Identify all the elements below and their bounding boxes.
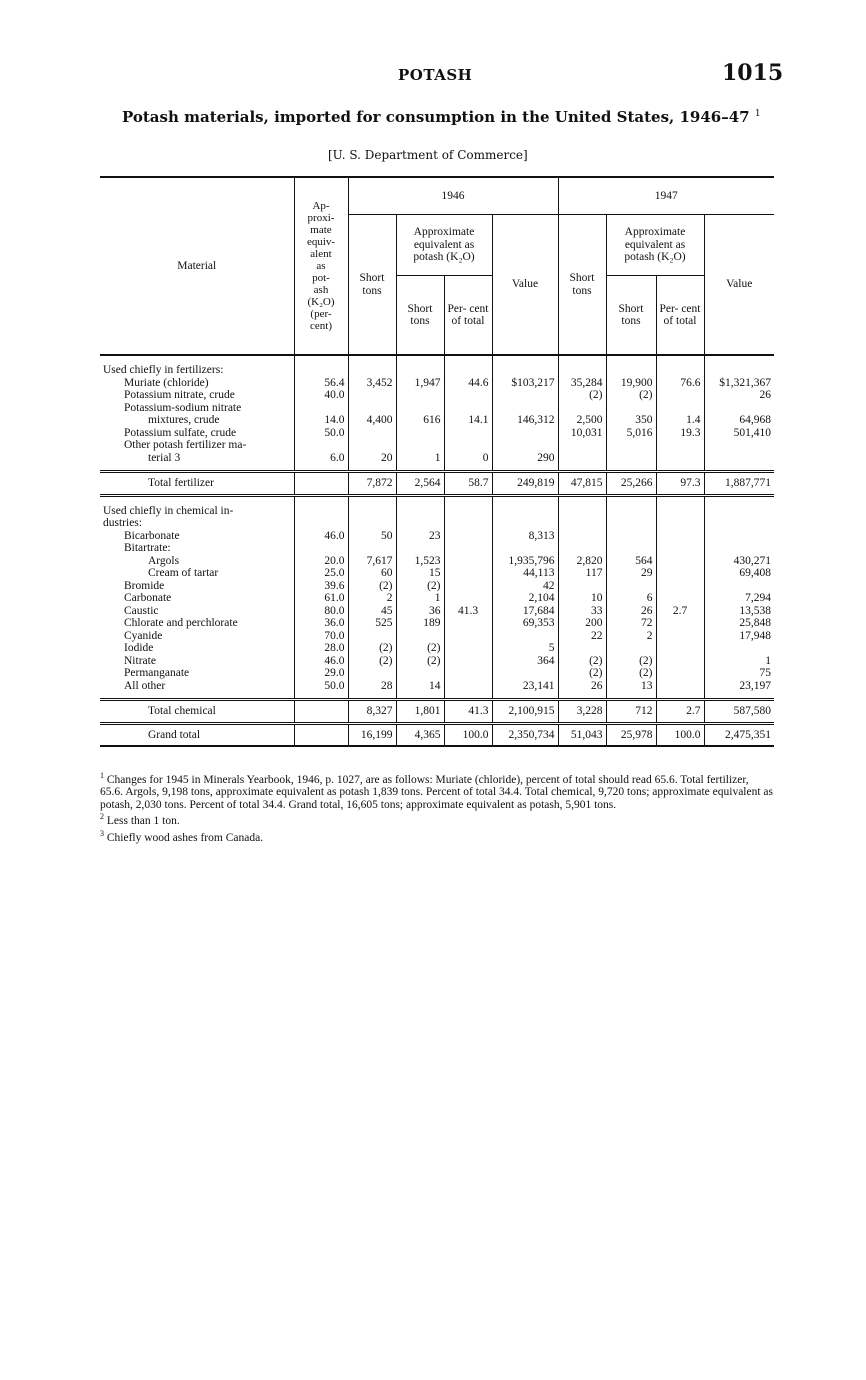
short-tons-1946-cell: 50: [348, 530, 396, 543]
short-tons-1947-cell: [558, 530, 606, 543]
k2o-tons-1946-cell: 189: [396, 617, 444, 630]
value-1947-cell: 23,197: [739, 679, 771, 692]
k2o-percent-cell: 46.0: [294, 530, 348, 543]
k2o-tons-1946-cell: 2,564: [396, 472, 444, 496]
col-approx-equiv-1946: Approximate equivalent as potash (K₂O): [396, 215, 492, 276]
value-1947-cell: [704, 402, 774, 415]
short-tons-1947-cell: (2): [558, 389, 606, 402]
k2o-tons-1947-cell: 564: [606, 555, 656, 568]
k2o-tons-1946-cell: [396, 389, 444, 402]
value-1947-cell: 75: [759, 667, 771, 679]
k2o-percent-cell: 25.0: [294, 567, 348, 580]
k2o-tons-1946-cell: (2): [396, 655, 444, 668]
short-tons-1947-cell: 33: [558, 605, 606, 618]
k2o-tons-1947-cell: 13: [606, 680, 656, 693]
k2o-tons-1946-cell: 1: [396, 592, 444, 605]
footnote-1: [100, 770, 774, 811]
k2o-percent-cell: 20.0: [294, 555, 348, 568]
k2o-tons-1946-cell: [396, 630, 444, 643]
col-value-1947: Value: [726, 278, 753, 291]
k2o-percent-cell: 50.0: [294, 427, 348, 440]
col-eq-short-tons-1947: Short tons: [606, 276, 656, 356]
row-label: Nitrate: [100, 655, 294, 668]
percent-1946-cell: [444, 427, 492, 440]
short-tons-1947-cell: 47,815: [558, 472, 606, 496]
value-1946-cell: [492, 427, 558, 440]
table-title: [122, 108, 761, 126]
row-label: Chlorate and perchlorate: [100, 617, 294, 630]
short-tons-1946-cell: 20: [348, 452, 396, 465]
footnote-mark: 3: [100, 828, 104, 838]
short-tons-1947-cell: 2,500: [558, 414, 606, 427]
percent-1946-cell: 58.7: [444, 472, 492, 496]
percent-1947-cell: [656, 402, 704, 415]
percent-1947-cell: 76.6: [656, 377, 704, 390]
row-label: mixtures, crude: [100, 414, 294, 427]
total-chemical-row: [100, 700, 774, 724]
k2o-tons-1947-cell: (2): [606, 655, 656, 668]
short-tons-1947-cell: (2): [558, 655, 606, 668]
k2o-tons-1947-cell: 5,016: [606, 427, 656, 440]
value-1947-cell: $1,321,367: [719, 376, 771, 389]
k2o-percent-cell: [294, 700, 348, 724]
empty-cell: [348, 542, 396, 555]
page-number: 1015: [722, 60, 784, 86]
percent-1946-cell: [444, 389, 492, 402]
value-1946-cell: [492, 667, 558, 680]
value-1946-cell: 1,935,796: [492, 555, 558, 568]
footnote-text: Chiefly wood ashes from Canada.: [106, 831, 264, 844]
row-label: Permanganate: [100, 667, 294, 680]
k2o-percent-cell: [294, 472, 348, 496]
value-1947-cell: [704, 580, 774, 593]
k2o-tons-1946-cell: [396, 427, 444, 440]
footnote-mark: 1: [100, 771, 104, 780]
k2o-percent-cell: 6.0: [294, 452, 348, 465]
percent-1947-merged-cell: 2.7: [656, 530, 704, 693]
short-tons-1947-cell: 51,043: [558, 723, 606, 746]
value-1946-cell: [492, 439, 558, 452]
k2o-tons-1946-cell: 14: [396, 680, 444, 693]
value-1946-cell: [492, 630, 558, 643]
short-tons-1946-cell: [348, 630, 396, 643]
table-source: [U. S. Department of Commerce]: [328, 148, 528, 162]
footnote-3: [100, 828, 774, 844]
empty-cell: [396, 542, 444, 555]
value-1946-cell: 8,313: [492, 530, 558, 543]
table-row: [100, 389, 774, 402]
k2o-tons-1947-cell: [606, 642, 656, 655]
percent-1946-cell: 100.0: [444, 723, 492, 746]
k2o-tons-1947-cell: 26: [606, 605, 656, 618]
short-tons-1947-cell: [558, 452, 606, 465]
row-label: Bromide: [100, 580, 294, 593]
short-tons-1947-cell: 117: [558, 567, 606, 580]
empty-cell: [704, 542, 774, 555]
value-1946-cell: 69,353: [492, 617, 558, 630]
percent-1947-cell: [656, 452, 704, 465]
footnote-text: Less than 1 ton.: [106, 815, 180, 828]
value-1946-cell: 2,100,915: [492, 700, 558, 724]
k2o-tons-1947-cell: [606, 439, 656, 452]
percent-1947-cell: 100.0: [656, 723, 704, 746]
k2o-tons-1947-cell: [606, 402, 656, 415]
value-1947-cell: 25,848: [739, 617, 771, 629]
value-1946-cell: $103,217: [492, 377, 558, 390]
k2o-percent-cell: 39.6: [294, 580, 348, 593]
row-label: Potassium nitrate, crude: [100, 389, 294, 402]
percent-1947-cell: 97.3: [656, 472, 704, 496]
short-tons-1946-cell: 60: [348, 567, 396, 580]
row-label: Potassium-sodium nitrate: [100, 402, 294, 415]
k2o-tons-1946-cell: [396, 667, 444, 680]
total-fertilizer-row: [100, 472, 774, 496]
footnote-text: Changes for 1945 in Minerals Yearbook, 1946, p. 1027, are as follows: Muriate (chloride), percent of total should read 65.6. Total fertilizer, 65.6. Argols, 9,198 tons, approximate equivalent as potash 1,839 tons. Percent of total 34.4. Total chemical, 9,720 tons; approximate equivalent as potash, 2,030 tons. Percent of total 34.4. Grand total, 16,605 tons; approximate equivalent as potash, 5,901 tons.: [100, 773, 773, 811]
empty-cell: [558, 542, 606, 555]
k2o-tons-1946-cell: (2): [396, 642, 444, 655]
short-tons-1947-cell: 35,284: [558, 377, 606, 390]
col-year-1947: 1947: [558, 177, 774, 215]
short-tons-1946-cell: 7,617: [348, 555, 396, 568]
value-1947-cell: 587,580: [733, 705, 771, 717]
value-1946-cell: 17,684: [492, 605, 558, 618]
k2o-percent-cell: 28.0: [294, 642, 348, 655]
value-1946-cell: [492, 402, 558, 415]
k2o-tons-1947-cell: 350: [606, 414, 656, 427]
table-row: [100, 377, 774, 390]
k2o-tons-1946-cell: 36: [396, 605, 444, 618]
short-tons-1946-cell: [348, 427, 396, 440]
k2o-tons-1946-cell: [396, 439, 444, 452]
section-heading-chemical-cont: dustries:: [100, 517, 294, 530]
subsection-heading-bitartrate: Bitartrate:: [100, 542, 294, 555]
value-1947-cell: 430,271: [733, 554, 771, 567]
short-tons-1946-cell: (2): [348, 655, 396, 668]
percent-1946-cell: [444, 439, 492, 452]
k2o-tons-1947-cell: 19,900: [606, 377, 656, 390]
table-row: [100, 452, 774, 465]
percent-1947-cell: [656, 439, 704, 452]
col-short-tons-1946: Short tons: [348, 215, 396, 356]
col-value-1946: Value: [492, 215, 558, 356]
row-label: Cyanide: [100, 630, 294, 643]
short-tons-1947-cell: 200: [558, 617, 606, 630]
k2o-tons-1947-cell: 25,266: [606, 472, 656, 496]
value-1946-cell: 23,141: [492, 680, 558, 693]
percent-1947-cell: [656, 389, 704, 402]
k2o-percent-cell: 80.0: [294, 605, 348, 618]
short-tons-1946-cell: 28: [348, 680, 396, 693]
k2o-percent-cell: 61.0: [294, 592, 348, 605]
empty-cell: [606, 542, 656, 555]
col-k2o-percent: Ap- proxi- mate equiv- alent as pot- ash (K₂O) (per- cent): [294, 177, 348, 355]
k2o-tons-1946-cell: 4,365: [396, 723, 444, 746]
short-tons-1947-cell: 10: [558, 592, 606, 605]
short-tons-1946-cell: [348, 402, 396, 415]
k2o-tons-1946-cell: 1: [396, 452, 444, 465]
col-material: Material: [100, 177, 294, 355]
short-tons-1947-cell: 26: [558, 680, 606, 693]
short-tons-1947-cell: 2,820: [558, 555, 606, 568]
short-tons-1946-cell: 2: [348, 592, 396, 605]
k2o-percent-cell: 14.0: [294, 414, 348, 427]
footnote-mark: 2: [100, 812, 104, 822]
potash-imports-table: [100, 176, 774, 747]
short-tons-1946-cell: 3,452: [348, 377, 396, 390]
footnote-2: [100, 811, 774, 827]
short-tons-1946-cell: [348, 389, 396, 402]
value-1947-cell: 13,538: [739, 604, 771, 617]
short-tons-1947-cell: [558, 439, 606, 452]
k2o-percent-cell: [294, 723, 348, 746]
percent-1947-cell: 2.7: [656, 700, 704, 724]
percent-1946-cell: 41.3: [444, 700, 492, 724]
value-1947-cell: 501,410: [733, 426, 771, 439]
k2o-percent-cell: 40.0: [294, 389, 348, 402]
short-tons-1947-cell: [558, 642, 606, 655]
value-1947-cell: [704, 530, 774, 543]
value-1946-cell: 290: [492, 452, 558, 465]
short-tons-1946-cell: [348, 667, 396, 680]
short-tons-1946-cell: 525: [348, 617, 396, 630]
short-tons-1946-cell: 16,199: [348, 723, 396, 746]
col-percent-total-1946: Per- cent of total: [444, 276, 492, 356]
value-1947-cell: [704, 452, 774, 465]
row-label: Iodide: [100, 642, 294, 655]
table-title-text: Potash materials, imported for consumption in the United States, 1946–47: [122, 108, 750, 126]
total-label: Total fertilizer: [100, 472, 294, 496]
k2o-percent-cell: 70.0: [294, 630, 348, 643]
value-1946-cell: 2,104: [492, 592, 558, 605]
row-label: Other potash fertilizer ma-: [100, 439, 294, 452]
totals-section: [100, 692, 774, 746]
row-label: Muriate (chloride): [100, 377, 294, 390]
short-tons-1946-cell: (2): [348, 642, 396, 655]
k2o-tons-1947-cell: 2: [606, 630, 656, 643]
value-1946-cell: 42: [492, 580, 558, 593]
k2o-percent-cell: [294, 402, 348, 415]
value-1947-cell: 26: [759, 389, 771, 401]
value-1947-cell: 1,887,771: [725, 477, 771, 489]
value-1947-cell: 1: [765, 654, 771, 667]
value-1946-cell: 44,113: [492, 567, 558, 580]
section-heading-chemical: Used chiefly in chemical in-: [100, 495, 294, 517]
table-row: [100, 402, 774, 415]
value-1946-cell: [492, 389, 558, 402]
percent-1946-cell: 44.6: [444, 377, 492, 390]
running-title: POTASH: [398, 66, 473, 84]
short-tons-1947-cell: 3,228: [558, 700, 606, 724]
k2o-percent-cell: 29.0: [294, 667, 348, 680]
percent-1947-cell: 1.4: [656, 414, 704, 427]
fertilizer-total-section: [100, 464, 774, 495]
k2o-tons-1947-cell: (2): [606, 389, 656, 402]
row-label: Caustic: [100, 605, 294, 618]
value-1946-cell: 5: [492, 642, 558, 655]
row-label: Bicarbonate: [100, 530, 294, 543]
value-1946-cell: 364: [492, 655, 558, 668]
k2o-tons-1947-cell: 6: [606, 592, 656, 605]
grand-total-row: [100, 723, 774, 746]
k2o-tons-1946-cell: 616: [396, 414, 444, 427]
value-1946-cell: 146,312: [492, 414, 558, 427]
row-label: All other: [100, 680, 294, 693]
percent-1946-cell: [444, 402, 492, 415]
k2o-tons-1946-cell: 1,947: [396, 377, 444, 390]
value-1947-cell: 7,294: [745, 592, 771, 604]
k2o-percent-cell: 50.0: [294, 680, 348, 693]
k2o-percent-cell: 56.4: [294, 377, 348, 390]
short-tons-1946-cell: 7,872: [348, 472, 396, 496]
short-tons-1946-cell: 4,400: [348, 414, 396, 427]
short-tons-1947-cell: (2): [558, 667, 606, 680]
table-row: [100, 427, 774, 440]
table-row: [100, 530, 774, 543]
k2o-tons-1947-cell: [606, 580, 656, 593]
col-eq-short-tons-1946: Short tons: [396, 276, 444, 356]
col-approx-equiv-1947: Approximate equivalent as potash (K₂O): [606, 215, 704, 276]
value-1947-cell: 69,408: [739, 567, 771, 579]
short-tons-1946-cell: [348, 439, 396, 452]
section-heading-fertilizers: Used chiefly in fertilizers:: [100, 355, 294, 377]
k2o-tons-1947-cell: 25,978: [606, 723, 656, 746]
short-tons-1947-cell: [558, 580, 606, 593]
k2o-tons-1946-cell: 1,523: [396, 555, 444, 568]
short-tons-1946-cell: 45: [348, 605, 396, 618]
k2o-tons-1947-cell: [606, 530, 656, 543]
k2o-tons-1946-cell: 15: [396, 567, 444, 580]
value-1946-cell: 249,819: [492, 472, 558, 496]
k2o-tons-1946-cell: (2): [396, 580, 444, 593]
value-1947-cell: [704, 642, 774, 655]
k2o-percent-cell: 46.0: [294, 655, 348, 668]
table-row: [100, 414, 774, 427]
col-short-tons-1947: Short tons: [558, 215, 606, 356]
percent-1946-cell: 0: [444, 452, 492, 465]
k2o-tons-1947-cell: 29: [606, 567, 656, 580]
k2o-percent-cell: 36.0: [294, 617, 348, 630]
percent-1946-cell: 14.1: [444, 414, 492, 427]
row-label: Cream of tartar: [100, 567, 294, 580]
short-tons-1947-cell: 10,031: [558, 427, 606, 440]
chemical-section: [100, 495, 774, 692]
short-tons-1947-cell: [558, 402, 606, 415]
value-1946-cell: 2,350,734: [492, 723, 558, 746]
empty-cell: [294, 542, 348, 555]
fertilizer-section: [100, 355, 774, 464]
row-label: Potassium sulfate, crude: [100, 427, 294, 440]
value-1947-cell: 17,948: [739, 629, 771, 642]
row-label: Carbonate: [100, 592, 294, 605]
value-1947-cell: [704, 439, 774, 452]
percent-1947-cell: 19.3: [656, 427, 704, 440]
k2o-tons-1947-cell: [606, 452, 656, 465]
total-label: Total chemical: [100, 700, 294, 724]
k2o-tons-1946-cell: 1,801: [396, 700, 444, 724]
footnotes: [100, 770, 774, 844]
k2o-tons-1946-cell: [396, 402, 444, 415]
row-label: Argols: [100, 555, 294, 568]
k2o-percent-cell: [294, 439, 348, 452]
empty-cell: [492, 542, 558, 555]
table-row: [100, 439, 774, 452]
col-percent-total-1947: Per- cent of total: [656, 276, 704, 356]
k2o-tons-1947-cell: 72: [606, 617, 656, 630]
k2o-tons-1946-cell: 23: [396, 530, 444, 543]
row-label: terial 3: [100, 452, 294, 465]
short-tons-1946-cell: (2): [348, 580, 396, 593]
short-tons-1947-cell: 22: [558, 630, 606, 643]
percent-1946-merged-cell: 41.3: [444, 530, 492, 693]
col-year-1946: 1946: [348, 177, 558, 215]
k2o-tons-1947-cell: 712: [606, 700, 656, 724]
value-1947-cell: 2,475,351: [725, 728, 771, 741]
title-footnote-mark: 1: [754, 109, 761, 119]
total-label: Grand total: [100, 723, 294, 746]
k2o-tons-1947-cell: (2): [606, 667, 656, 680]
short-tons-1946-cell: 8,327: [348, 700, 396, 724]
value-1947-cell: 64,968: [739, 414, 771, 426]
